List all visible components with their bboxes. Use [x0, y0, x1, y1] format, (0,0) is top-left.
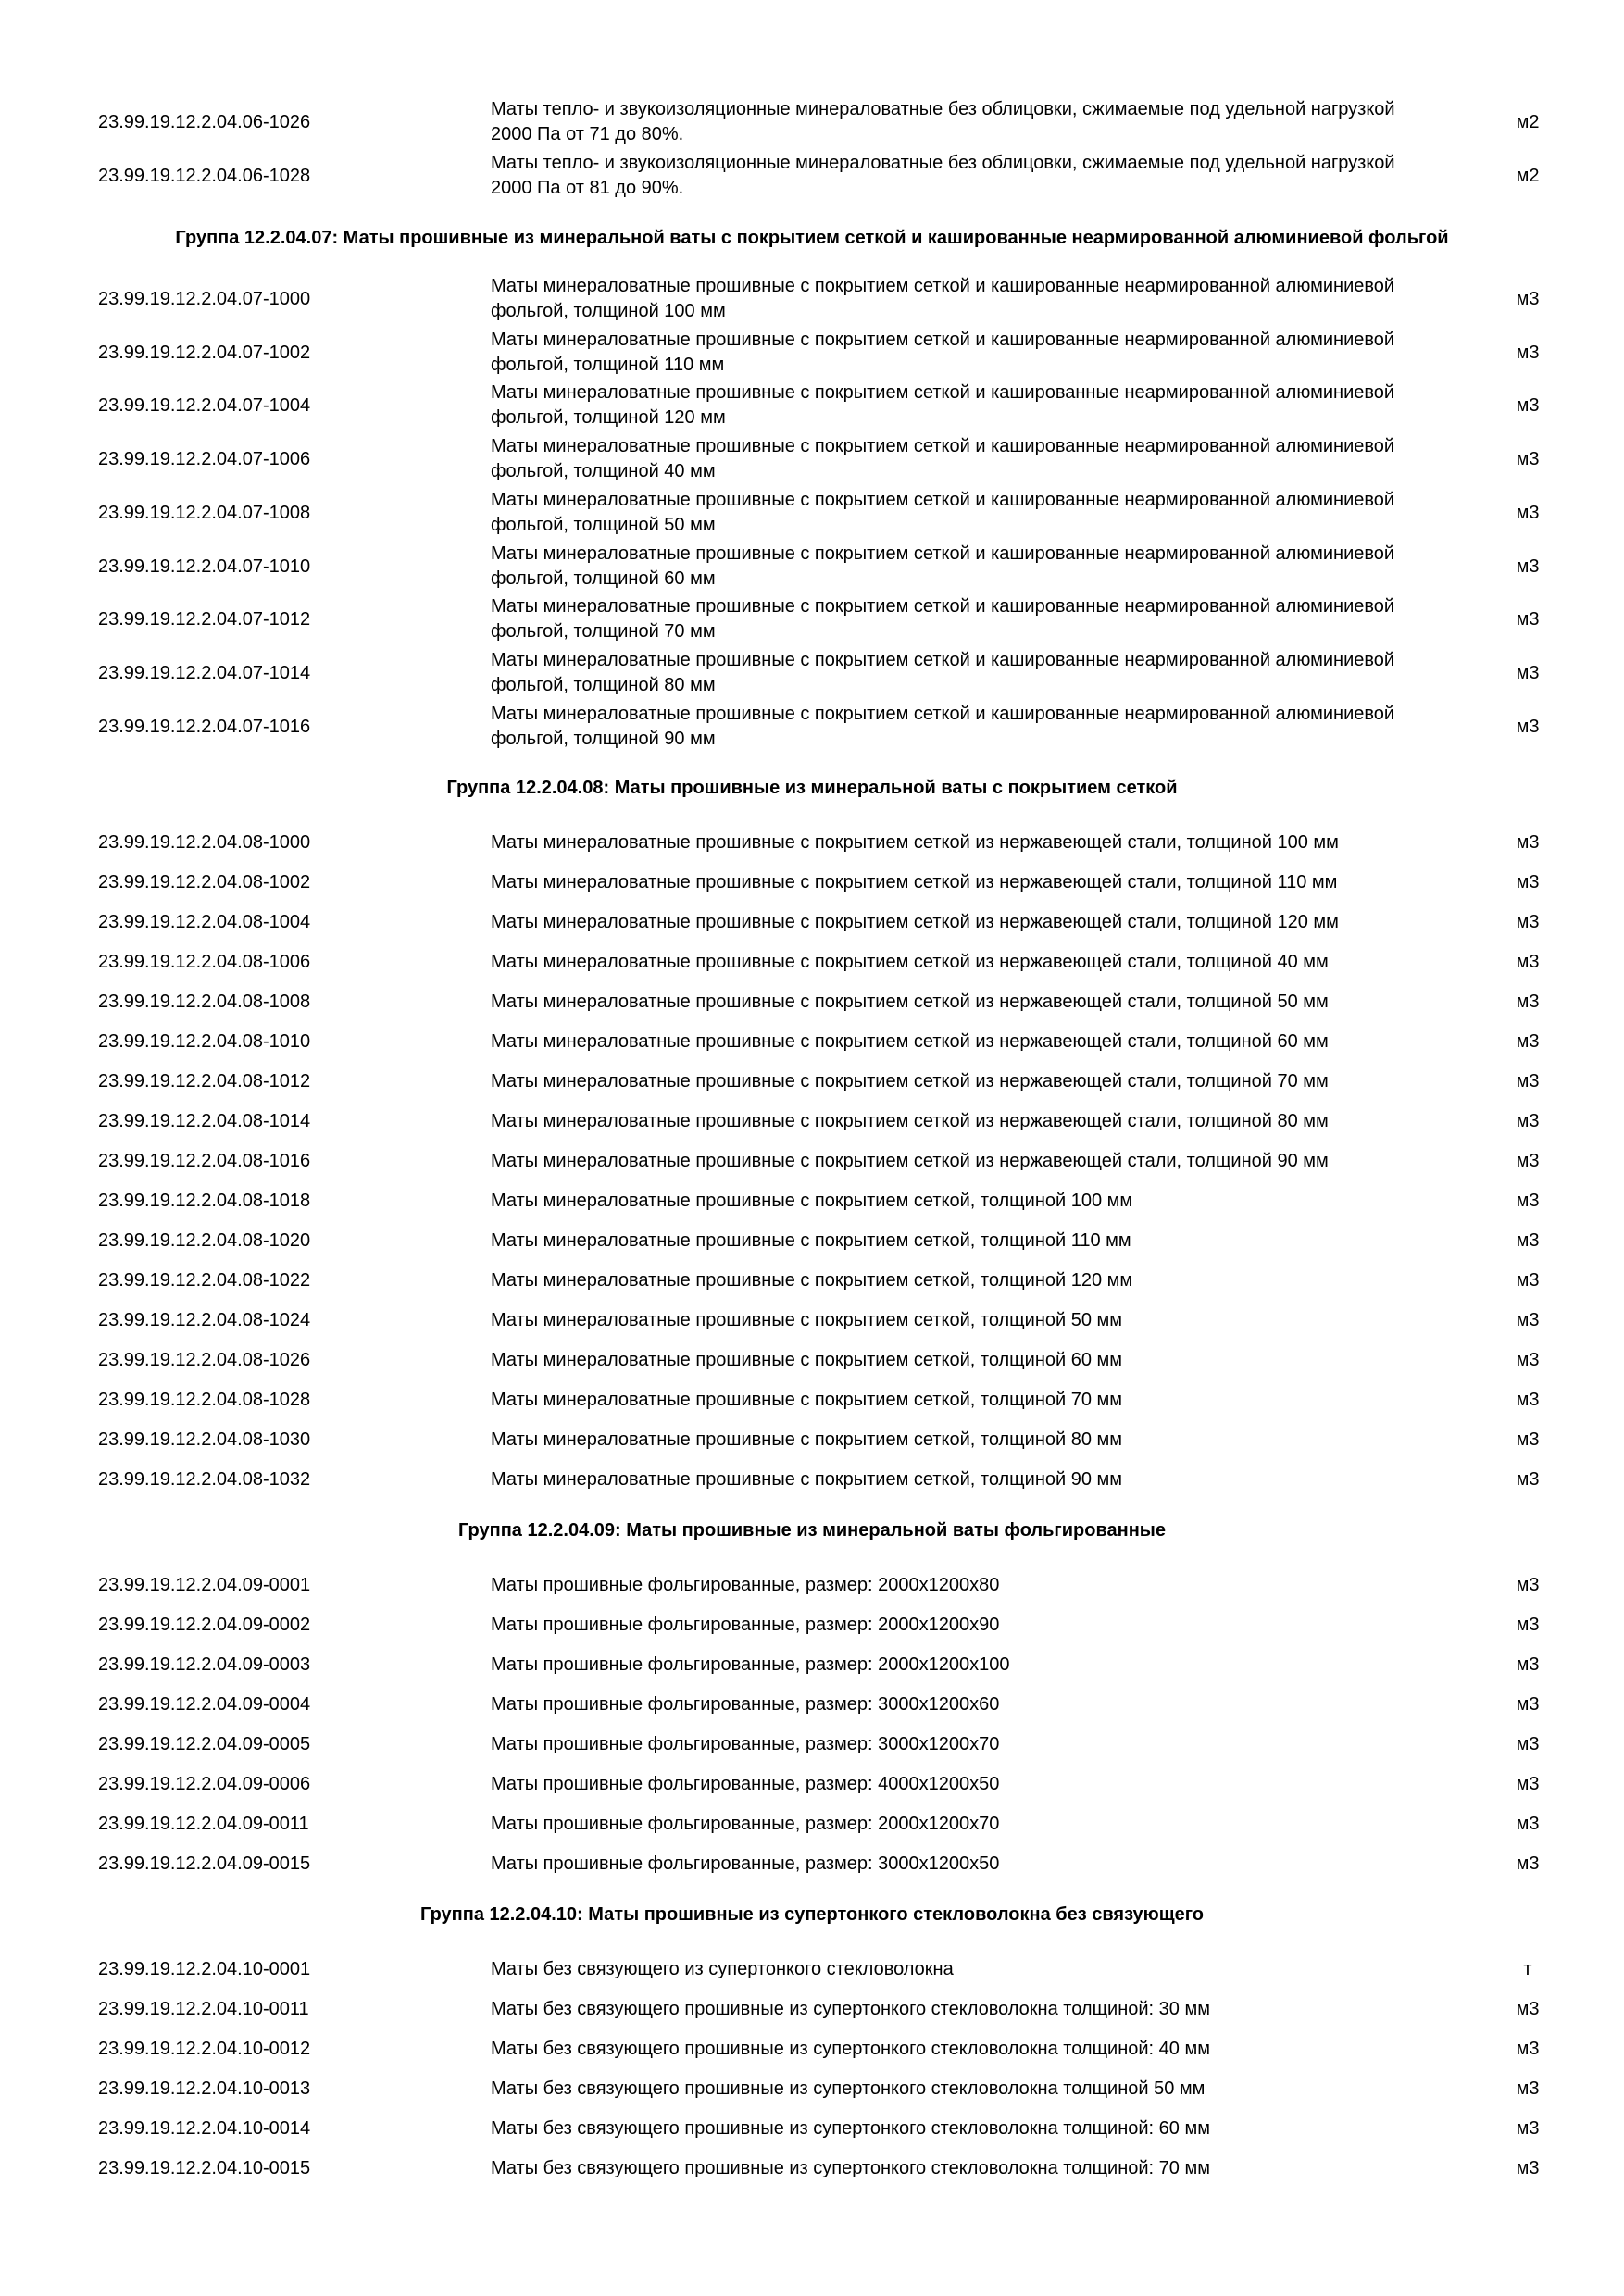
resource-code: 23.99.19.12.2.04.09-0006 — [98, 1774, 311, 1794]
unit-of-measure: м3 — [1516, 1429, 1540, 1450]
resource-name: Маты минераловатные прошивные с покрытием сеткой и кашированные неармированной алюминиевой фольгой, толщиной 70 мм — [491, 596, 1395, 642]
resource-code: 23.99.19.12.2.04.07-1016 — [98, 717, 311, 737]
unit-of-measure: м3 — [1516, 1270, 1540, 1291]
resource-code: 23.99.19.12.2.04.10-0012 — [98, 2039, 311, 2059]
table-row — [0, 1997, 1624, 2023]
unit-of-measure: м3 — [1516, 1390, 1540, 1410]
unit-of-measure: м3 — [1516, 503, 1540, 523]
unit-of-measure: м3 — [1516, 2039, 1540, 2059]
table-row — [0, 910, 1624, 936]
unit-of-measure: м3 — [1516, 1310, 1540, 1330]
table-row — [0, 1732, 1624, 1758]
unit-of-measure: м3 — [1516, 1575, 1540, 1595]
unit-of-measure: м3 — [1516, 1071, 1540, 1092]
table-row — [0, 1029, 1624, 1055]
table-row — [0, 542, 1624, 593]
resource-name: Маты минераловатные прошивные с покрытием сеткой и кашированные неармированной алюминиевой фольгой, толщиной 100 мм — [491, 276, 1395, 321]
resource-code: 23.99.19.12.2.04.10-0015 — [98, 2158, 311, 2178]
resource-name: Маты минераловатные прошивные с покрытием сеткой из нержавеющей стали, толщиной 70 мм — [491, 1071, 1329, 1092]
resource-code: 23.99.19.12.2.04.08-1016 — [98, 1151, 311, 1171]
resource-name: Маты прошивные фольгированные, размер: 3000x1200x50 — [491, 1853, 1000, 1874]
unit-of-measure: м3 — [1516, 395, 1540, 416]
resource-name: Маты минераловатные прошивные с покрытием сеткой из нержавеющей стали, толщиной 100 мм — [491, 832, 1339, 853]
unit-of-measure: м3 — [1516, 1654, 1540, 1675]
resource-name: Маты без связующего из супертонкого стекловолокна — [491, 1959, 954, 1979]
table-row — [0, 1189, 1624, 1215]
unit-of-measure: м3 — [1516, 832, 1540, 853]
table-row — [0, 151, 1624, 203]
unit-of-measure: м3 — [1516, 1999, 1540, 2019]
table-row — [0, 1573, 1624, 1599]
unit-of-measure: м3 — [1516, 1469, 1540, 1490]
unit-of-measure: м3 — [1516, 1734, 1540, 1754]
unit-of-measure: м3 — [1516, 1853, 1540, 1874]
table-row — [0, 950, 1624, 976]
table-row — [0, 1653, 1624, 1678]
resource-name: Маты минераловатные прошивные с покрытием сеткой из нержавеющей стали, толщиной 90 мм — [491, 1151, 1329, 1171]
unit-of-measure: м3 — [1516, 952, 1540, 972]
table-row — [0, 2116, 1624, 2142]
resource-code: 23.99.19.12.2.04.09-0011 — [98, 1814, 309, 1834]
resource-name: Маты минераловатные прошивные с покрытием сеткой из нержавеющей стали, толщиной 80 мм — [491, 1111, 1329, 1131]
table-row — [0, 1428, 1624, 1454]
resource-name: Маты минераловатные прошивные с покрытием сеткой, толщиной 70 мм — [491, 1390, 1123, 1410]
group-heading: Группа 12.2.04.08: Маты прошивные из минеральной ваты с покрытием сеткой — [446, 778, 1178, 798]
resource-name: Маты минераловатные прошивные с покрытием сеткой из нержавеющей стали, толщиной 40 мм — [491, 952, 1329, 972]
resource-code: 23.99.19.12.2.04.08-1010 — [98, 1031, 311, 1052]
unit-of-measure: м3 — [1516, 1774, 1540, 1794]
resource-name: Маты минераловатные прошивные с покрытием сеткой, толщиной 60 мм — [491, 1350, 1123, 1370]
unit-of-measure: м3 — [1516, 2118, 1540, 2139]
unit-of-measure: м3 — [1516, 1350, 1540, 1370]
group-heading: Группа 12.2.04.07: Маты прошивные из минеральной ваты с покрытием сеткой и кашированные неармированной алюминиевой фольгой — [175, 228, 1449, 248]
resource-code: 23.99.19.12.2.04.08-1028 — [98, 1390, 311, 1410]
resource-code: 23.99.19.12.2.04.08-1000 — [98, 832, 311, 853]
table-row — [0, 2156, 1624, 2182]
resource-code: 23.99.19.12.2.04.08-1014 — [98, 1111, 311, 1131]
unit-of-measure: м3 — [1516, 663, 1540, 683]
unit-of-measure: м3 — [1516, 556, 1540, 577]
resource-name: Маты минераловатные прошивные с покрытием сеткой и кашированные неармированной алюминиевой фольгой, толщиной 60 мм — [491, 543, 1395, 589]
group-heading: Группа 12.2.04.10: Маты прошивные из супертонкого стекловолокна без связующего — [420, 1904, 1204, 1925]
resource-code: 23.99.19.12.2.04.09-0003 — [98, 1654, 311, 1675]
resource-code: 23.99.19.12.2.04.07-1010 — [98, 556, 311, 577]
table-row — [0, 97, 1624, 149]
resource-name: Маты прошивные фольгированные, размер: 3000x1200x70 — [491, 1734, 1000, 1754]
table-row — [0, 830, 1624, 856]
unit-of-measure: м3 — [1516, 717, 1540, 737]
resource-code: 23.99.19.12.2.04.09-0002 — [98, 1615, 311, 1635]
unit-of-measure: м2 — [1516, 166, 1540, 186]
resource-code: 23.99.19.12.2.04.10-0014 — [98, 2118, 311, 2139]
unit-of-measure: м3 — [1516, 1151, 1540, 1171]
resource-code: 23.99.19.12.2.04.08-1006 — [98, 952, 311, 972]
resource-name: Маты минераловатные прошивные с покрытием сеткой и кашированные неармированной алюминиевой фольгой, толщиной 110 мм — [491, 330, 1395, 375]
unit-of-measure: м3 — [1516, 1111, 1540, 1131]
resource-code: 23.99.19.12.2.04.07-1000 — [98, 289, 311, 309]
resource-name: Маты минераловатные прошивные с покрытием сеткой и кашированные неармированной алюминиевой фольгой, толщиной 80 мм — [491, 650, 1395, 695]
unit-of-measure: м3 — [1516, 1694, 1540, 1715]
resource-name: Маты прошивные фольгированные, размер: 2000x1200x80 — [491, 1575, 1000, 1595]
resource-name: Маты минераловатные прошивные с покрытием сеткой, толщиной 90 мм — [491, 1469, 1123, 1490]
table-row — [0, 1957, 1624, 1983]
table-row — [0, 1229, 1624, 1254]
resource-name: Маты тепло- и звукоизоляционные минераловатные без облицовки, сжимаемые под удельной нагрузкой 2000 Па от 81 до 90%. — [491, 153, 1395, 198]
resource-name: Маты минераловатные прошивные с покрытием сеткой и кашированные неармированной алюминиевой фольгой, толщиной 50 мм — [491, 490, 1395, 535]
resource-code: 23.99.19.12.2.04.10-0001 — [98, 1959, 311, 1979]
table-row — [0, 594, 1624, 646]
unit-of-measure: м3 — [1516, 609, 1540, 630]
resource-code: 23.99.19.12.2.04.09-0004 — [98, 1694, 311, 1715]
resource-code: 23.99.19.12.2.04.07-1012 — [98, 609, 311, 630]
resource-code: 23.99.19.12.2.04.08-1020 — [98, 1230, 311, 1251]
table-row — [0, 1348, 1624, 1374]
unit-of-measure: т — [1523, 1959, 1532, 1979]
resource-name: Маты без связующего прошивные из супертонкого стекловолокна толщиной: 60 мм — [491, 2118, 1210, 2139]
unit-of-measure: м3 — [1516, 872, 1540, 892]
table-row — [0, 2077, 1624, 2103]
table-row — [0, 274, 1624, 326]
unit-of-measure: м3 — [1516, 2158, 1540, 2178]
table-row — [0, 1388, 1624, 1414]
resource-code: 23.99.19.12.2.04.08-1018 — [98, 1191, 311, 1211]
table-row — [0, 870, 1624, 896]
table-row — [0, 488, 1624, 540]
resource-name: Маты без связующего прошивные из супертонкого стекловолокна толщиной: 40 мм — [491, 2039, 1210, 2059]
table-row — [0, 434, 1624, 486]
unit-of-measure: м2 — [1516, 112, 1540, 132]
table-row — [0, 990, 1624, 1016]
table-row — [0, 1812, 1624, 1838]
resource-code: 23.99.19.12.2.04.06-1026 — [98, 112, 311, 132]
table-row — [0, 1692, 1624, 1718]
table-row — [0, 1467, 1624, 1493]
unit-of-measure: м3 — [1516, 1615, 1540, 1635]
resource-name: Маты прошивные фольгированные, размер: 3000x1200x60 — [491, 1694, 1000, 1715]
table-row — [0, 2037, 1624, 2063]
table-row — [0, 1852, 1624, 1878]
resource-name: Маты минераловатные прошивные с покрытием сеткой, толщиной 80 мм — [491, 1429, 1123, 1450]
resource-code: 23.99.19.12.2.04.09-0005 — [98, 1734, 311, 1754]
unit-of-measure: м3 — [1516, 992, 1540, 1012]
table-row — [0, 1268, 1624, 1294]
resource-code: 23.99.19.12.2.04.08-1026 — [98, 1350, 311, 1370]
table-row — [0, 381, 1624, 432]
resource-code: 23.99.19.12.2.04.08-1012 — [98, 1071, 311, 1092]
resource-name: Маты минераловатные прошивные с покрытием сеткой, толщиной 110 мм — [491, 1230, 1131, 1251]
table-row — [0, 1109, 1624, 1135]
resource-name: Маты минераловатные прошивные с покрытием сеткой и кашированные неармированной алюминиевой фольгой, толщиной 40 мм — [491, 436, 1395, 481]
resource-name: Маты минераловатные прошивные с покрытием сеткой и кашированные неармированной алюминиевой фольгой, толщиной 120 мм — [491, 382, 1395, 428]
unit-of-measure: м3 — [1516, 912, 1540, 932]
table-row — [0, 1308, 1624, 1334]
resource-name: Маты минераловатные прошивные с покрытием сеткой и кашированные неармированной алюминиевой фольгой, толщиной 90 мм — [491, 704, 1395, 749]
resource-code: 23.99.19.12.2.04.08-1008 — [98, 992, 311, 1012]
resource-name: Маты минераловатные прошивные с покрытием сеткой, толщиной 120 мм — [491, 1270, 1133, 1291]
table-row — [0, 1613, 1624, 1639]
resource-code: 23.99.19.12.2.04.07-1008 — [98, 503, 311, 523]
unit-of-measure: м3 — [1516, 449, 1540, 469]
unit-of-measure: м3 — [1516, 1191, 1540, 1211]
table-row — [0, 1772, 1624, 1798]
resource-name: Маты минераловатные прошивные с покрытием сеткой, толщиной 100 мм — [491, 1191, 1133, 1211]
table-row — [0, 328, 1624, 380]
resource-code: 23.99.19.12.2.04.10-0011 — [98, 1999, 309, 2019]
resource-name: Маты прошивные фольгированные, размер: 2000x1200x90 — [491, 1615, 1000, 1635]
table-row — [0, 648, 1624, 700]
resource-code: 23.99.19.12.2.04.07-1004 — [98, 395, 311, 416]
resource-name: Маты без связующего прошивные из супертонкого стекловолокна толщиной: 30 мм — [491, 1999, 1210, 2019]
resource-name: Маты минераловатные прошивные с покрытием сеткой из нержавеющей стали, толщиной 110 мм — [491, 872, 1338, 892]
resource-code: 23.99.19.12.2.04.08-1030 — [98, 1429, 311, 1450]
resource-code: 23.99.19.12.2.04.09-0001 — [98, 1575, 311, 1595]
unit-of-measure: м3 — [1516, 1031, 1540, 1052]
resource-name: Маты минераловатные прошивные с покрытием сеткой из нержавеющей стали, толщиной 50 мм — [491, 992, 1329, 1012]
resource-code: 23.99.19.12.2.04.08-1024 — [98, 1310, 311, 1330]
resource-name: Маты минераловатные прошивные с покрытием сеткой из нержавеющей стали, толщиной 60 мм — [491, 1031, 1329, 1052]
resource-code: 23.99.19.12.2.04.07-1002 — [98, 343, 311, 363]
unit-of-measure: м3 — [1516, 1814, 1540, 1834]
resource-name: Маты прошивные фольгированные, размер: 2000x1200x70 — [491, 1814, 1000, 1834]
resource-name: Маты без связующего прошивные из супертонкого стекловолокна толщиной 50 мм — [491, 2078, 1206, 2099]
resource-name: Маты минераловатные прошивные с покрытием сеткой, толщиной 50 мм — [491, 1310, 1123, 1330]
resource-code: 23.99.19.12.2.04.07-1006 — [98, 449, 311, 469]
resource-name: Маты минераловатные прошивные с покрытием сеткой из нержавеющей стали, толщиной 120 мм — [491, 912, 1339, 932]
resource-code: 23.99.19.12.2.04.08-1032 — [98, 1469, 311, 1490]
table-row — [0, 702, 1624, 754]
resource-name: Маты без связующего прошивные из супертонкого стекловолокна толщиной: 70 мм — [491, 2158, 1210, 2178]
table-row — [0, 1069, 1624, 1095]
unit-of-measure: м3 — [1516, 2078, 1540, 2099]
resource-code: 23.99.19.12.2.04.10-0013 — [98, 2078, 311, 2099]
resource-code: 23.99.19.12.2.04.08-1022 — [98, 1270, 311, 1291]
unit-of-measure: м3 — [1516, 289, 1540, 309]
resource-name: Маты тепло- и звукоизоляционные минераловатные без облицовки, сжимаемые под удельной нагрузкой 2000 Па от 71 до 80%. — [491, 99, 1395, 144]
group-heading: Группа 12.2.04.09: Маты прошивные из минеральной ваты фольгированные — [457, 1520, 1166, 1541]
table-row — [0, 1149, 1624, 1175]
resource-name: Маты прошивные фольгированные, размер: 2000x1200x100 — [491, 1654, 1010, 1675]
unit-of-measure: м3 — [1516, 343, 1540, 363]
resource-code: 23.99.19.12.2.04.09-0015 — [98, 1853, 311, 1874]
resource-code: 23.99.19.12.2.04.08-1004 — [98, 912, 311, 932]
unit-of-measure: м3 — [1516, 1230, 1540, 1251]
resource-code: 23.99.19.12.2.04.06-1028 — [98, 166, 311, 186]
resource-name: Маты прошивные фольгированные, размер: 4000x1200x50 — [491, 1774, 1000, 1794]
resource-code: 23.99.19.12.2.04.07-1014 — [98, 663, 311, 683]
resource-code: 23.99.19.12.2.04.08-1002 — [98, 872, 311, 892]
